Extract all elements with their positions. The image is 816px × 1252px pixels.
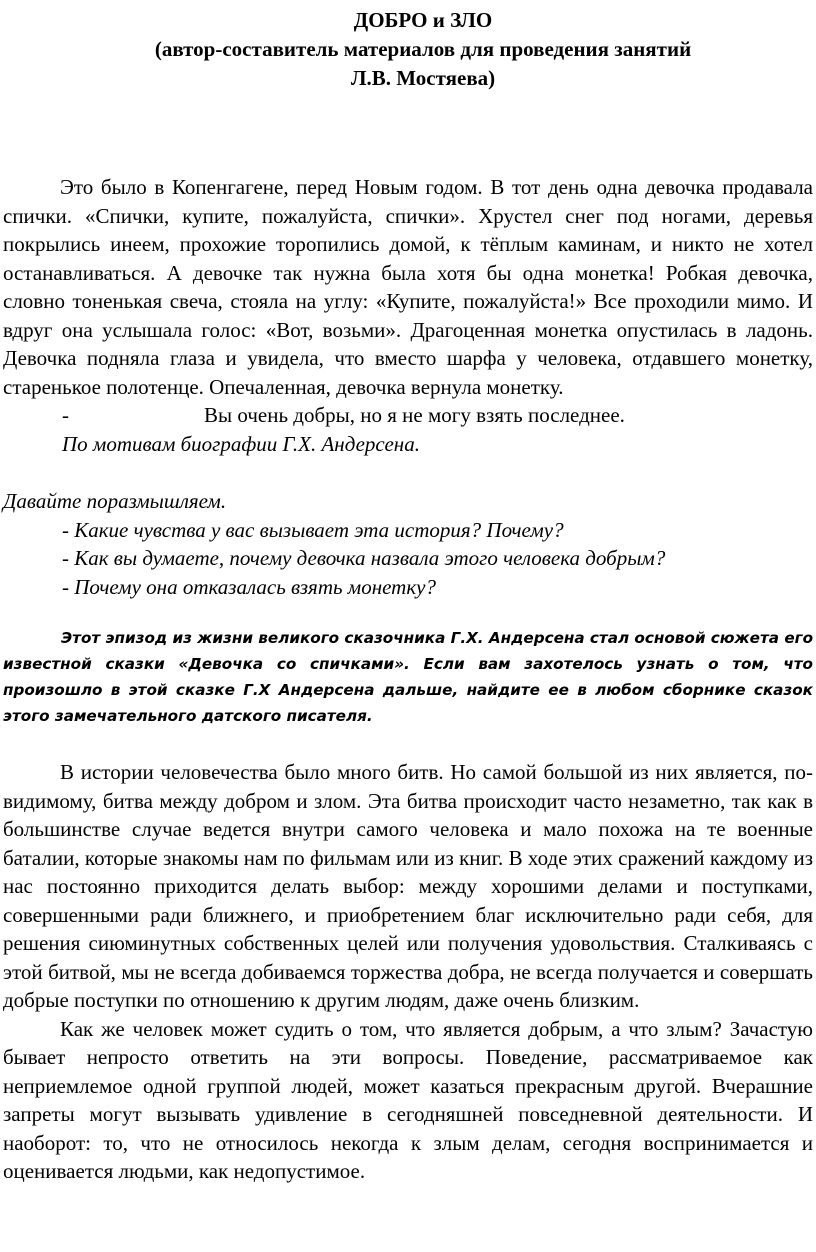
story-paragraph: Это было в Копенгагене, перед Новым годом. В тот день одна девочка продавала спички. «Спички, купите, пожалуйста, спички». Хрустел снег под ногами, деревья покрылись инеем, прохожие торопились домой, к тёплым каминам, и никто не хотел останавливаться. А девочке так нужна была хотя бы одна монетка! Робкая девочка, словно тоненькая свеча, стояла на углу: «Купите, пожалуйста!» Все проходили мимо. И вдруг она услышала голос: «Вот, возьми». Драгоценная монетка опустилась в ладонь. Девочка подняла глаза и увидела, что вместо шарфа у человека, отдавшего монетку, старенькое полотенце. Опечаленная, девочка вернула монетку.	[3, 175, 813, 399]
spacer	[3, 458, 813, 487]
dialogue-text: Вы очень добры, но я не могу взять последнее.	[204, 403, 625, 427]
essay-paragraph-1: В истории человечества было много битв. Но самой большой из них является, по-видимому, битва между добром и злом. Эта битва происходит часто незаметно, так как в большинстве случае ведется внутри самого человека и мало похожа на те военные баталии, которые знакомы нам по фильмам или из книг. В ходе этих сражений каждому из нас постоянно приходится делать выбор: между хорошими делами и поступками, совершенными ради ближнего, и приобретением благ исключительно ради себя, для решения сиюминутных собственных целей или получения удовольствия. Сталкиваясь с этой битвой, мы не всегда добиваемся торжества добра, не всегда получается и совершать добрые поступки по отношению к другим людям, даже очень близким.	[3, 760, 813, 1012]
dialogue-dash: -	[62, 403, 69, 427]
reflection-question: - Почему она отказалась взять монетку?	[62, 574, 436, 599]
spacer	[3, 93, 813, 173]
title-block	[33, 6, 813, 93]
essay-paragraph-2: Как же человек может судить о том, что является добрым, а что злым? Зачастую бывает непросто ответить на эти вопросы. Поведение, рассматриваемое как неприемлемое одной группой людей, может казаться прекрасным другой. Вчерашние запреты могут вызывать удивление в сегодняшней повседневной деятельности. И наоборот: то, что не относилось некогда к злым делам, сегодня воспринимается и оценивается людьми, как недопустимое.	[3, 1016, 813, 1183]
reflection-question: - Как вы думаете, почему девочка назвала этого человека добрым?	[62, 546, 666, 570]
reflection-question: - Какие чувства у вас вызывает эта история? Почему?	[62, 517, 564, 542]
document-subtitle-line1: (автор-составитель материалов для проведения занятий	[154, 37, 692, 61]
reflection-heading: Давайте поразмышляем.	[3, 489, 227, 513]
document-subtitle-line2: Л.В. Мостяева)	[350, 66, 496, 90]
document-title: ДОБРО и ЗЛО	[353, 8, 493, 32]
spacer	[3, 729, 813, 758]
andersen-note: Этот эпизод из жизни великого сказочника Г.Х. Андерсена стал основой сюжета его известной сказки «Девочка со спичками». Если вам захотелось узнать о том, что произошло в этой сказке Г.Х Андерсена дальше, найдите ее в любом сборнике сказок этого замечательного датского писателя.	[3, 629, 813, 725]
dialogue-line	[3, 401, 813, 430]
spacer	[3, 601, 813, 625]
story-attribution: По мотивам биографии Г.Х. Андерсена.	[62, 431, 420, 456]
